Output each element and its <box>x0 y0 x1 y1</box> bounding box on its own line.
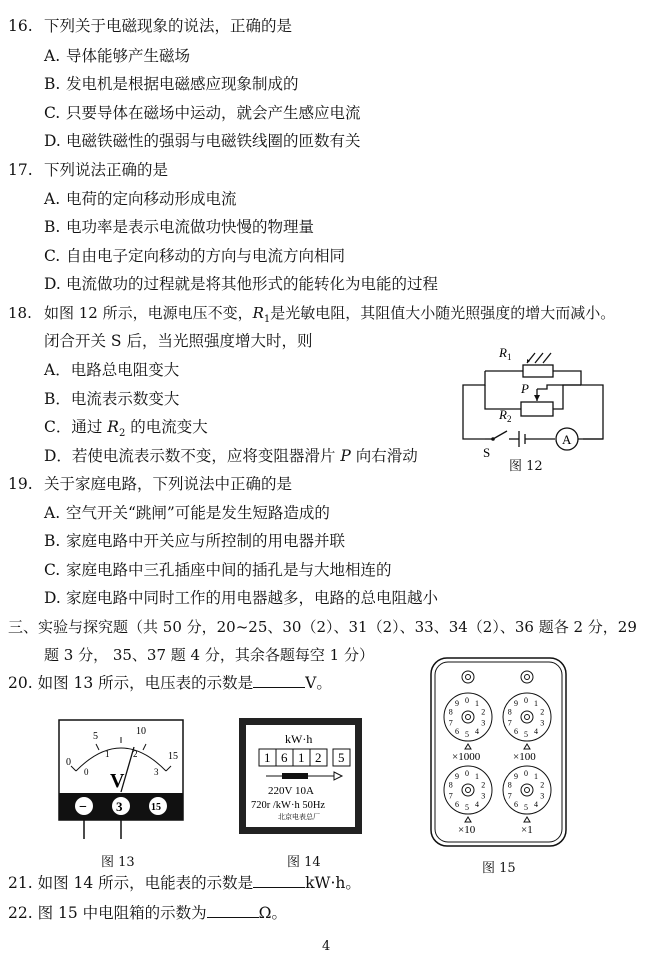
q19-option-b: B. 家庭电路中开关应与所控制的用电器并联 <box>44 532 346 550</box>
fig12-r2-label: $R_2$ <box>499 407 512 424</box>
figure-13-voltmeter <box>58 717 184 843</box>
fig15-dial-digit: 2 <box>481 780 486 790</box>
q21-text: 21. 如图 14 所示，电能表的示数是 kW·h。 <box>8 874 361 892</box>
q16-stem: 16. 下列关于电磁现象的说法，正确的是 <box>8 17 293 35</box>
fig15-dial-digit: 1 <box>534 772 538 782</box>
q16-option-b: B. 发电机是根据电磁感应现象制成的 <box>44 75 299 93</box>
figure-15-resistance-box <box>430 657 567 847</box>
q22-text: 22. 图 15 中电阻箱的示数为 Ω。 <box>8 904 288 922</box>
fig15-dial-digit: 0 <box>465 696 469 705</box>
fig13-terminal-15: 15 <box>151 802 161 813</box>
fig15-dial-digit: 7 <box>448 718 453 728</box>
q20-text: 20. 如图 13 所示，电压表的示数是 V。 <box>8 674 332 692</box>
figure-15-caption: 图 15 <box>482 861 516 876</box>
fig15-mult-1000: ×1000 <box>452 751 481 763</box>
figure-12-circuit <box>455 335 615 475</box>
page-number: 4 <box>322 939 331 954</box>
figure-12-caption: 图 12 <box>509 459 543 474</box>
q17-option-d: D. 电流做功的过程就是将其他形式的能转化为电能的过程 <box>44 275 439 293</box>
fig15-dial-digit: 7 <box>507 718 512 728</box>
fig15-dial-digit: 6 <box>514 726 518 736</box>
section-3-heading-line2: 题 3 分， 35、37 题 4 分，其余各题每空 1 分） <box>44 646 374 664</box>
fig15-dial-digit: 4 <box>534 799 538 809</box>
fig15-dial-digit: 3 <box>540 791 545 801</box>
figure-14-caption: 图 14 <box>287 855 321 870</box>
q17-option-c: C. 自由电子定向移动的方向与电流方向相同 <box>44 247 346 265</box>
fig14-digit-5: 5 <box>338 750 345 765</box>
fig15-dial-digit: 5 <box>465 803 469 812</box>
fig14-digit-2: 6 <box>281 750 288 765</box>
fig12-r1-label: $R_1$ <box>499 345 512 362</box>
fig12-switch-label: S <box>483 445 491 460</box>
fig15-dial-digit: 7 <box>448 791 453 801</box>
fig15-dial-digit: 6 <box>455 799 459 809</box>
fig15-dial-digit: 5 <box>524 803 528 812</box>
fig15-dial-digit: 5 <box>524 730 528 739</box>
q22-answer-blank[interactable] <box>207 903 259 918</box>
q16-option-c: C. 只要导体在磁场中运动，就会产生感应电流 <box>44 104 361 122</box>
fig15-dial-digit: 9 <box>455 699 459 709</box>
fig14-spec1: 220V 10A <box>268 785 314 797</box>
q19-option-c: C. 家庭电路中三孔插座中间的插孔是与大地相连的 <box>44 561 392 579</box>
fig15-dial-digit: 6 <box>514 799 518 809</box>
q18-option-a: A．电路总电阻变大 <box>44 361 180 379</box>
fig15-dial-digit: 1 <box>475 699 479 709</box>
section-3-heading: 三、实验与探究题（共 50 分，20~25、30（2）、31（2）、33、34（2）、36 题各 2 分，29 <box>8 618 637 636</box>
fig13-tick-b1: 1 <box>105 749 110 759</box>
fig13-tick-15: 15 <box>168 751 178 762</box>
fig15-dial-digit: 3 <box>540 718 545 728</box>
q20-answer-blank[interactable] <box>253 673 305 688</box>
q16-option-a: A. 导体能够产生磁场 <box>44 47 191 65</box>
fig15-dial-digit: 9 <box>455 772 459 782</box>
fig15-mult-10: ×10 <box>458 824 476 836</box>
fig14-unit: kW·h <box>285 732 313 746</box>
fig15-dial-digit: 3 <box>481 791 486 801</box>
q16-option-d: D. 电磁铁磁性的强弱与电磁铁线圈的匝数有关 <box>44 132 361 150</box>
fig13-tick-b2: 2 <box>133 749 138 759</box>
fig12-p-label: P <box>521 381 529 396</box>
q18-option-c: C．通过 $R_2$ 的电流变大 <box>44 418 208 440</box>
fig15-dial-digit: 2 <box>481 707 486 717</box>
q17-option-a: A. 电荷的定向移动形成电流 <box>44 190 237 208</box>
fig14-digit-3: 1 <box>298 750 305 765</box>
q19-option-a: A. 空气开关“跳闸”可能是发生短路造成的 <box>44 504 330 522</box>
q19-stem: 19. 关于家庭电路，下列说法中正确的是 <box>8 475 293 493</box>
fig15-dial-digit: 0 <box>465 769 469 778</box>
fig15-mult-100: ×100 <box>513 751 536 763</box>
fig13-tick-5: 5 <box>93 731 98 742</box>
fig15-dial-digit: 6 <box>455 726 459 736</box>
fig15-dial-digit: 2 <box>540 707 545 717</box>
fig13-tick-b0: 0 <box>84 767 89 777</box>
fig13-terminal-negative: − <box>79 800 87 815</box>
fig15-dial-digit: 0 <box>524 696 528 705</box>
q18-stem: 18. 如图 12 所示，电源电压不变，$R_1$是光敏电阻，其阻值大小随光照强度的增大而减小。 <box>8 304 616 325</box>
fig15-mult-1: ×1 <box>521 824 533 836</box>
q18-option-d: D．若使电流表示数不变，应将变阻器滑片 P 向右滑动 <box>44 447 418 465</box>
fig15-dial-digit: 7 <box>507 791 512 801</box>
fig15-dial-digit: 8 <box>448 780 453 790</box>
fig15-dial-digit: 4 <box>534 726 538 736</box>
q17-stem: 17. 下列说法正确的是 <box>8 161 169 179</box>
fig15-dial-digit: 3 <box>481 718 486 728</box>
fig15-dial-digit: 8 <box>507 707 512 717</box>
q21-answer-blank[interactable] <box>253 873 305 888</box>
fig13-tick-b3: 3 <box>154 767 159 777</box>
fig15-dial-digit: 4 <box>475 726 479 736</box>
figure-13-caption: 图 13 <box>101 855 135 870</box>
fig15-dial-digit: 1 <box>475 772 479 782</box>
fig13-tick-0: 0 <box>66 757 71 768</box>
fig14-digit-4: 2 <box>315 750 322 765</box>
fig15-dial-digit: 2 <box>540 780 545 790</box>
figure-14-energy-meter <box>238 717 363 835</box>
fig14-spec2: 720r /kW·h 50Hz <box>251 800 326 811</box>
fig15-dial-digit: 8 <box>448 707 453 717</box>
fig15-dial-digit: 5 <box>465 730 469 739</box>
fig13-terminal-3: 3 <box>116 799 123 814</box>
q17-option-b: B. 电功率是表示电流做功快慢的物理量 <box>44 218 315 236</box>
q18-option-b: B．电流表示数变大 <box>44 390 180 408</box>
fig15-dial-digit: 9 <box>514 699 518 709</box>
fig15-dial-digit: 9 <box>514 772 518 782</box>
q19-option-d: D. 家庭电路中同时工作的用电器越多，电路的总电阻越小 <box>44 589 439 607</box>
fig14-maker: 北京电表总厂 <box>278 813 320 821</box>
fig15-dial-digit: 0 <box>524 769 528 778</box>
q18-stem-line2: 闭合开关 S 后，当光照强度增大时，则 <box>44 332 313 350</box>
fig15-dial-digit: 8 <box>507 780 512 790</box>
fig13-tick-10: 10 <box>136 726 146 737</box>
fig12-ammeter-label: A <box>562 432 572 447</box>
fig14-digit-1: 1 <box>264 750 271 765</box>
fig15-dial-digit: 4 <box>475 799 479 809</box>
fig13-unit-v: V <box>110 770 125 792</box>
fig15-dial-digit: 1 <box>534 699 538 709</box>
